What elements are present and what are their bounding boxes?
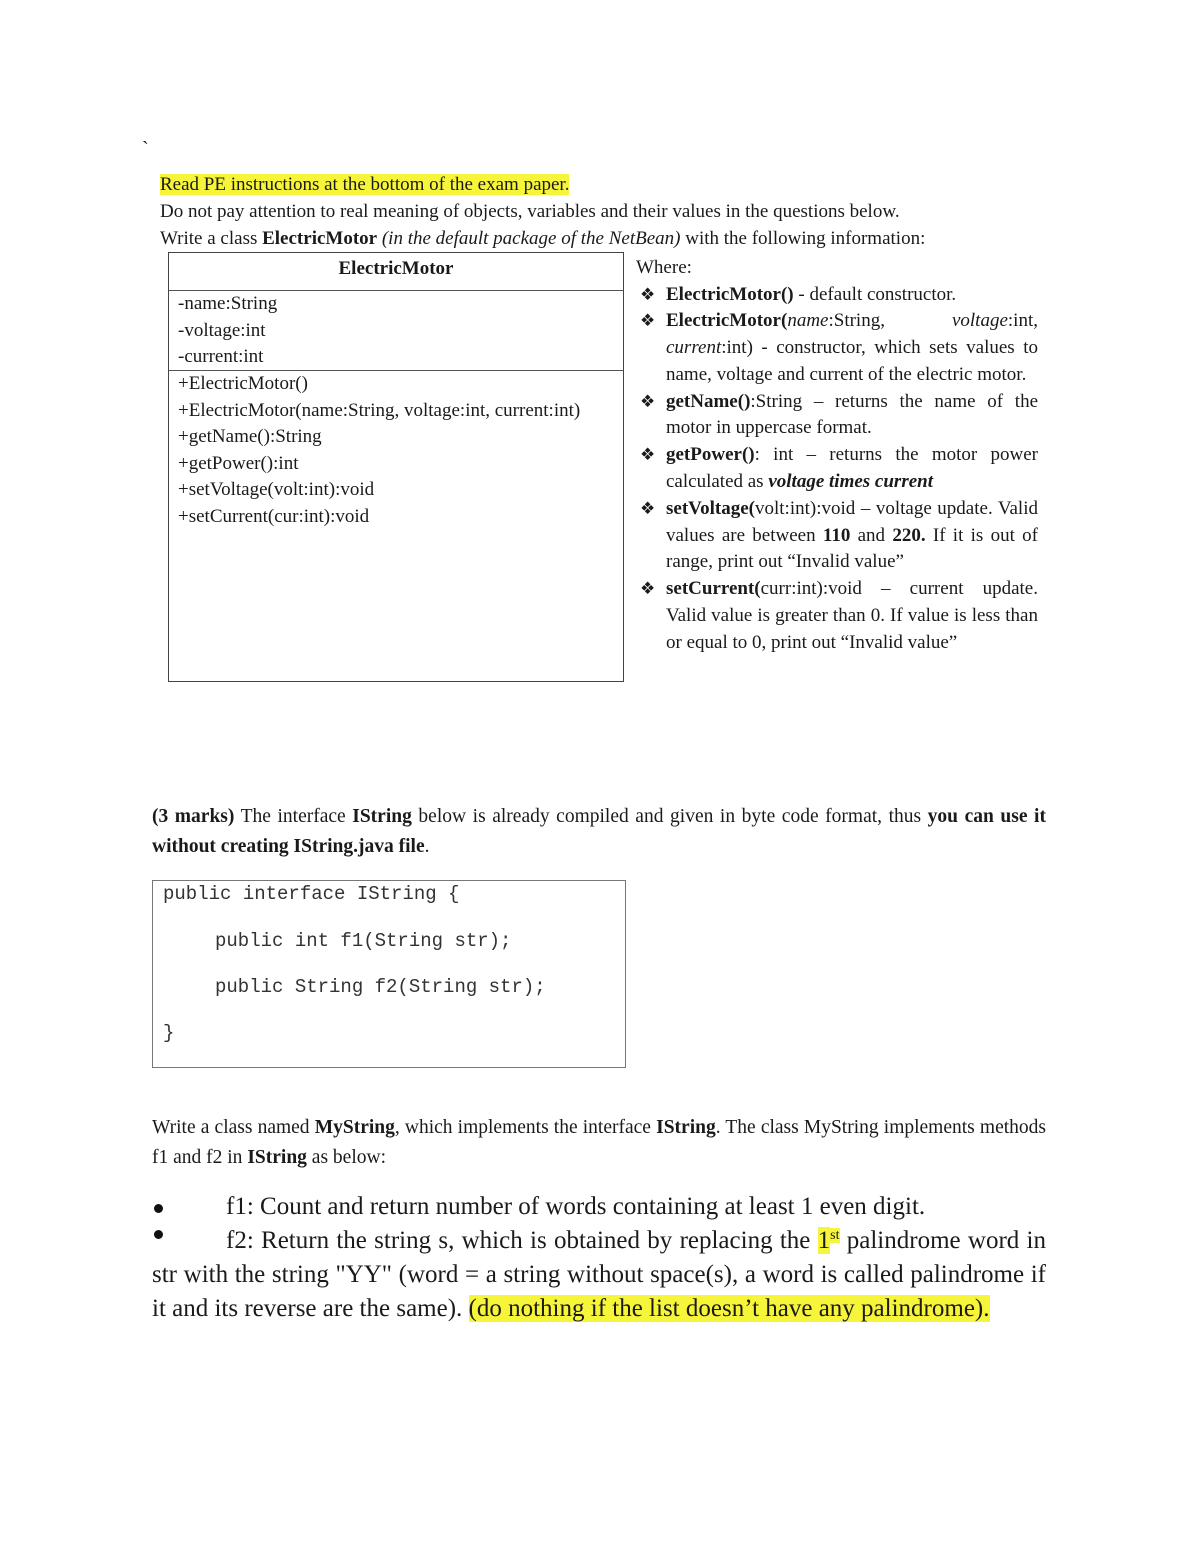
uml-method: +getName():String	[178, 426, 322, 447]
uml-attribute: -current:int	[178, 346, 264, 367]
instruction-line-1: Read PE instructions at the bottom of the exam paper.	[160, 174, 570, 195]
diamond-bullet-icon: ❖	[640, 311, 656, 331]
instruction-line-3: Write a class ElectricMotor (in the default package of the NetBean) with the following information:	[160, 228, 926, 249]
where-item: ❖ getName():String – returns the name of the motor in uppercase format.	[640, 390, 1038, 439]
uml-attribute: -voltage:int	[178, 319, 266, 341]
diamond-bullet-icon: ❖	[640, 579, 656, 599]
diamond-bullet-icon: ❖	[640, 498, 656, 518]
uml-method: +setCurrent(cur:int):void	[178, 505, 370, 527]
instruction-line-2: Do not pay attention to real meaning of objects, variables and their values in the questions below.	[160, 201, 900, 222]
where-item: ❖ ElectricMotor(name:String, voltage:int, current:int) - constructor, which sets values to name, voltage and current of the electric motor.	[640, 310, 1038, 385]
bullet-dot-icon	[154, 1230, 163, 1239]
uml-attribute: -name:String	[178, 293, 278, 314]
stray-mark: `	[142, 138, 149, 160]
code-line: public int f1(String str);	[215, 930, 512, 952]
uml-methods	[169, 371, 623, 530]
code-line: public String f2(String str);	[215, 976, 546, 998]
code-line: }	[163, 1022, 175, 1044]
diamond-bullet-icon: ❖	[640, 445, 656, 465]
list-item: f1: Count and return number of words containing at least 1 even digit.	[152, 1190, 1046, 1224]
code-block	[152, 880, 626, 1068]
method-requirements-list	[152, 1190, 1046, 1326]
where-item: ❖ setVoltage(volt:int):void – voltage update. Valid values are between 110 and 220. If it is out of range, print out “Invalid value”	[640, 497, 1038, 573]
where-item: ❖ getPower(): int – returns the motor power calculated as voltage times current	[640, 444, 1038, 493]
uml-method: +ElectricMotor(name:String, voltage:int, current:int)	[178, 399, 581, 421]
uml-method: +getPower():int	[178, 452, 299, 474]
diamond-bullet-icon: ❖	[640, 391, 656, 411]
uml-method: +setVoltage(volt:int):void	[178, 479, 375, 500]
question-2-intro: (3 marks) The interface IString below is already compiled and given in byte code format, thus you can use it without creating IString.java file.	[152, 806, 1046, 857]
uml-class-diagram	[168, 252, 624, 682]
uml-class-title: ElectricMotor	[169, 253, 623, 291]
where-description	[636, 255, 1038, 657]
diamond-bullet-icon: ❖	[640, 284, 656, 304]
where-item: ❖ setCurrent(curr:int):void – current update. Valid value is greater than 0. If value is less than or equal to 0, print out “Invalid value”	[640, 578, 1038, 653]
uml-attributes	[169, 291, 623, 371]
list-item: f2: Return the string s, which is obtained by replacing the 1st palindrome word in str with the string "YY" (word = a string without space(s), a word is called palindrome if it and its reverse are the same). (do nothing if the list doesn’t have any palindrome).	[152, 1227, 1046, 1322]
uml-method: +ElectricMotor()	[178, 373, 308, 394]
where-item: ❖ ElectricMotor() - default constructor.	[636, 282, 1038, 309]
code-line: public interface IString {	[163, 883, 460, 905]
bullet-dot-icon	[154, 1204, 163, 1213]
task-description: Write a class named MyString, which implements the interface IString. The class MyString implements methods f1 and f2 in IString as below:	[152, 1117, 1046, 1168]
where-label: Where:	[636, 257, 692, 278]
